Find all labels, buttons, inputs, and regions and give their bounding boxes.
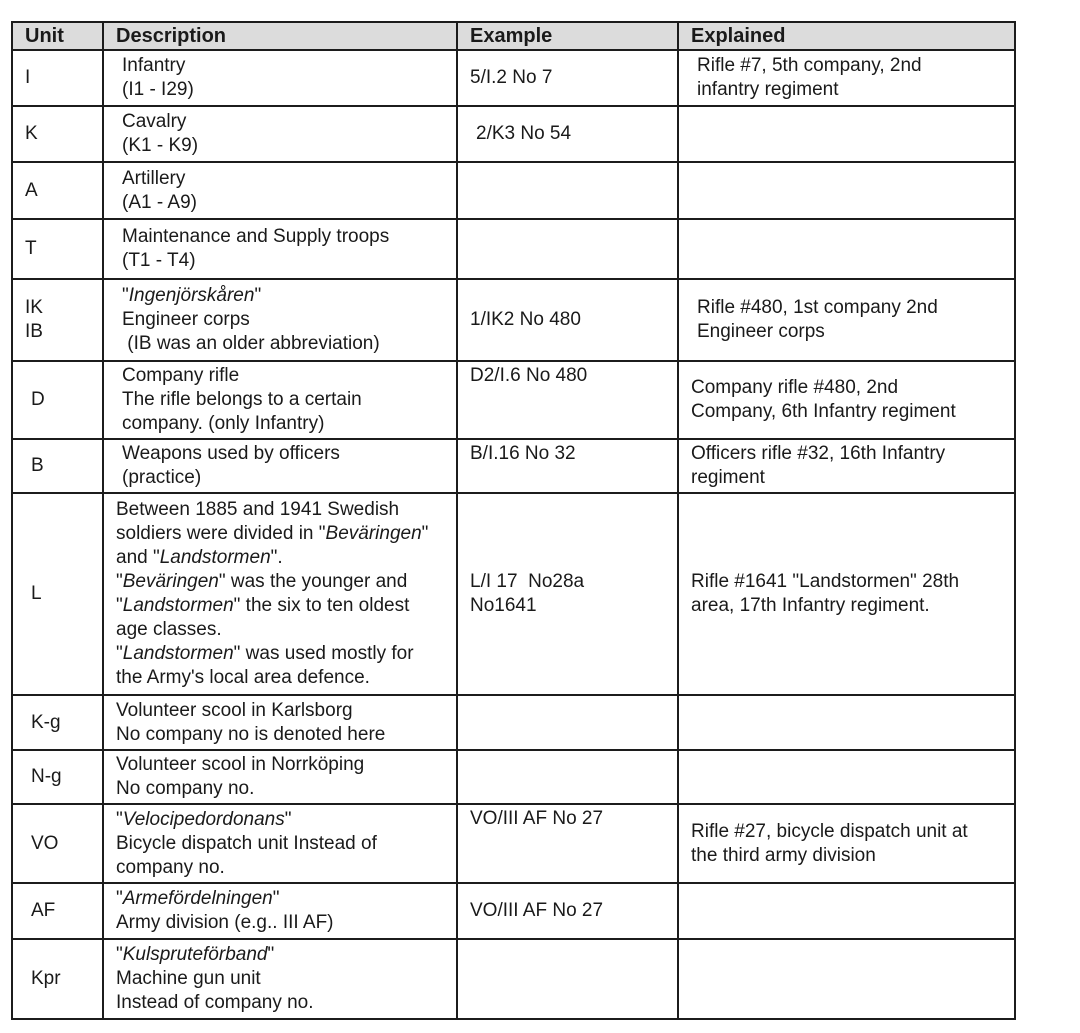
- cell-example: 5/I.2 No 7: [457, 50, 678, 106]
- cell-description: Infantry (I1 - I29): [103, 50, 457, 106]
- table-row: [12, 750, 1015, 804]
- cell-explained: [678, 219, 1015, 279]
- cell-explained: [678, 750, 1015, 804]
- cell-example: VO/III AF No 27: [457, 883, 678, 939]
- cell-example: B/I.16 No 32: [457, 439, 678, 493]
- cell-description: "Ingenjörskåren" Engineer corps (IB was an older abbreviation): [103, 279, 457, 361]
- cell-example: VO/III AF No 27: [457, 804, 678, 883]
- header-example: Example: [457, 22, 678, 50]
- cell-unit: A: [12, 162, 103, 219]
- table-row: [12, 695, 1015, 750]
- cell-explained: Rifle #480, 1st company 2nd Engineer corps: [678, 279, 1015, 361]
- cell-description: Weapons used by officers (practice): [103, 439, 457, 493]
- cell-explained: [678, 883, 1015, 939]
- cell-unit: Kpr: [12, 939, 103, 1019]
- cell-explained: Officers rifle #32, 16th Infantry regiment: [678, 439, 1015, 493]
- cell-description: Artillery (A1 - A9): [103, 162, 457, 219]
- cell-description: "Armefördelningen" Army division (e.g.. III AF): [103, 883, 457, 939]
- cell-example: [457, 162, 678, 219]
- cell-unit: T: [12, 219, 103, 279]
- cell-description: Cavalry (K1 - K9): [103, 106, 457, 162]
- cell-unit: B: [12, 439, 103, 493]
- cell-example: 2/K3 No 54: [457, 106, 678, 162]
- cell-example: L/I 17 No28a No1641: [457, 493, 678, 695]
- cell-example: [457, 939, 678, 1019]
- cell-unit: N-g: [12, 750, 103, 804]
- term-italic: Landstormen: [122, 643, 234, 664]
- cell-unit: K: [12, 106, 103, 162]
- cell-unit: VO: [12, 804, 103, 883]
- header-description: Description: [103, 22, 457, 50]
- term-italic: Velocipedordonans: [122, 808, 285, 830]
- cell-unit: K-g: [12, 695, 103, 750]
- term-italic: Beväringen: [122, 571, 219, 592]
- table-row: [12, 439, 1015, 493]
- cell-description: "Velocipedordonans" Bicycle dispatch unit Instead of company no.: [103, 804, 457, 883]
- cell-explained: Rifle #27, bicycle dispatch unit at the third army division: [678, 804, 1015, 883]
- table-row: [12, 361, 1015, 439]
- table-row: [12, 50, 1015, 106]
- cell-explained: [678, 162, 1015, 219]
- header-row: [12, 22, 1015, 50]
- table-row: [12, 162, 1015, 219]
- cell-description: Company rifle The rifle belongs to a certain company. (only Infantry): [103, 361, 457, 439]
- rifle-markings-table: [11, 21, 1016, 1020]
- table-row: [12, 106, 1015, 162]
- cell-unit: I: [12, 50, 103, 106]
- term-italic: Kulspruteförband: [122, 944, 268, 965]
- cell-unit: AF: [12, 883, 103, 939]
- term-italic: Beväringen: [325, 523, 422, 544]
- table-row: [12, 939, 1015, 1019]
- cell-description: Maintenance and Supply troops (T1 - T4): [103, 219, 457, 279]
- cell-unit: L: [12, 493, 103, 695]
- cell-description: "Kulspruteförband" Machine gun unit Instead of company no.: [103, 939, 457, 1019]
- cell-unit: IK IB: [12, 279, 103, 361]
- header-unit: Unit: [12, 22, 103, 50]
- header-explained: Explained: [678, 22, 1015, 50]
- cell-description: Volunteer scool in Norrköping No company no.: [103, 750, 457, 804]
- term-italic: Ingenjörskåren: [128, 285, 255, 306]
- table-row: [12, 219, 1015, 279]
- cell-example: D2/I.6 No 480: [457, 361, 678, 439]
- term-italic: Armefördelningen: [122, 888, 273, 909]
- cell-description: Volunteer scool in Karlsborg No company no is denoted here: [103, 695, 457, 750]
- cell-unit: D: [12, 361, 103, 439]
- cell-description: Between 1885 and 1941 Swedish soldiers were divided in "Beväringen" and "Landstormen". "Beväringen" was the younger and "Landstormen" the six to ten oldest age classes. "Landstormen" was used mostly for the Army's local area defence.: [103, 493, 457, 695]
- cell-explained: Company rifle #480, 2nd Company, 6th Infantry regiment: [678, 361, 1015, 439]
- cell-example: 1/IK2 No 480: [457, 279, 678, 361]
- cell-explained: [678, 695, 1015, 750]
- cell-explained: Rifle #7, 5th company, 2nd infantry regiment: [678, 50, 1015, 106]
- cell-explained: [678, 939, 1015, 1019]
- table-row: [12, 493, 1015, 695]
- cell-example: [457, 750, 678, 804]
- cell-explained: [678, 106, 1015, 162]
- table-row: [12, 883, 1015, 939]
- cell-example: [457, 695, 678, 750]
- table-row: [12, 804, 1015, 883]
- cell-example: [457, 219, 678, 279]
- table-row: [12, 279, 1015, 361]
- cell-explained: Rifle #1641 "Landstormen" 28th area, 17th Infantry regiment.: [678, 493, 1015, 695]
- term-italic: Landstormen: [122, 595, 234, 616]
- term-italic: Landstormen: [159, 547, 271, 568]
